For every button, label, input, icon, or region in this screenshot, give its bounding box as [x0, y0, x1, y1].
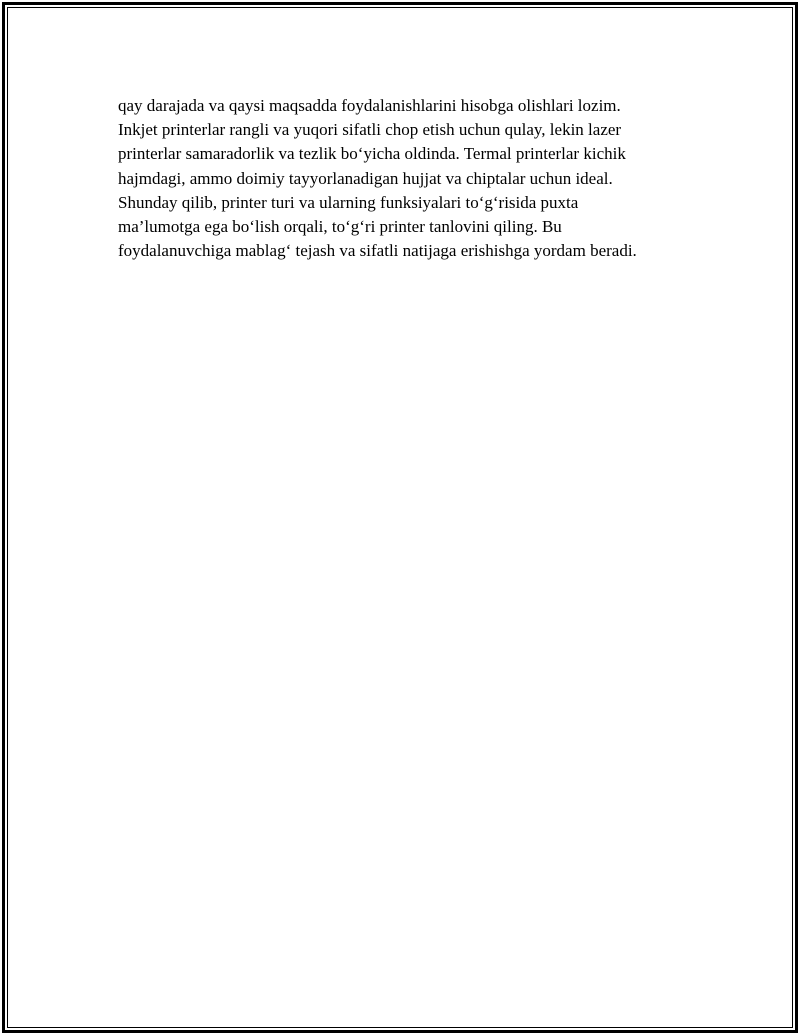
text-line: Shunday qilib, printer turi va ularning funksiyalari to‘g‘risida puxta [118, 192, 579, 212]
text-line: ma’lumotga ega bo‘lish orqali, to‘g‘ri printer tanlovini qiling. Bu [118, 217, 562, 237]
text-line: Inkjet printerlar rangli va yuqori sifatli chop etish uchun qulay, lekin lazer [118, 120, 622, 140]
text-line: printerlar samaradorlik va tezlik bo‘yicha oldinda. Termal printerlar kichik [118, 144, 626, 164]
text-line: qay darajada va qaysi maqsadda foydalanishlarini hisobga olishlari lozim. [118, 96, 621, 115]
body-paragraph [118, 94, 698, 263]
text-line: foydalanuvchiga mablag‘ tejash va sifatli natijaga erishishga yordam beradi. [118, 241, 637, 261]
text-line: hajmdagi, ammo doimiy tayyorlanadigan hujjat va chiptalar uchun ideal. [118, 168, 613, 188]
